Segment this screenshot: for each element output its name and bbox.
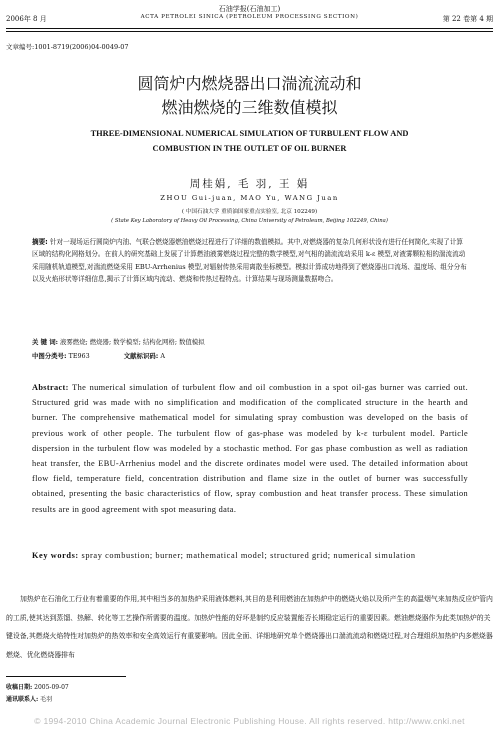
classification — [32, 351, 468, 360]
paper-title-cn — [0, 72, 499, 120]
keywords-cn — [32, 336, 468, 348]
abstract-cn — [32, 236, 468, 285]
journal-title-cn: 石油学报(石油加工) — [218, 5, 281, 13]
abstract-cn-label: 摘要: — [32, 238, 48, 246]
header-rule-thin — [6, 31, 493, 32]
received-label: 收稿日期: — [6, 684, 33, 691]
running-header — [6, 14, 493, 26]
title-en-line-1: THREE-DIMENSIONAL NUMERICAL SIMULATION OF TURBULENT FLOW AND — [90, 129, 409, 138]
received-date: 2005-09-07 — [34, 684, 69, 691]
footnote-received — [6, 682, 69, 691]
title-cn-line-2: 燃油燃烧的三维数值模拟 — [161, 98, 338, 117]
authors-cn: 周桂娟, 毛 羽, 王 娟 — [189, 178, 310, 190]
keywords-en-label: Key words: — [32, 551, 79, 560]
abstract-cn-text: 针对一现场运行圆筒炉内油、气联合燃烧器燃油燃烧过程进行了详细的数值模拟。其中,对燃烧器的复杂几何形状没有进行任何简化,实现了计算区域的结构化网格划分。在前人的研究基础上发展了计算燃油液雾燃烧过程完整的数学模型,对气相的湍流流动采用 k-ε 模型,对液雾颗粒相的湍流流动采用随机轨道模型,对湍流燃烧采用 EBU-Arrhenius 模型,对辐射传热采用离散坐标模型。模拟计算成功地得到了燃烧器出口流场、温度场、组分分布以及火焰形状等详细信息,揭示了计算区域内流动、燃烧和传热过程特点。计算结果与现场测量数据吻合。 — [32, 238, 467, 283]
title-en-line-2: COMBUSTION IN THE OUTLET OF OIL BURNER — [152, 144, 347, 153]
article-number: 文章编号:1001-8719(2006)04-0049-07 — [6, 43, 129, 51]
abstract-en — [32, 380, 468, 517]
title-cn-line-1: 圆筒炉内燃烧器出口湍流流动和 — [137, 74, 362, 93]
abstract-en-text: The numerical simulation of turbulent flow and oil combustion in a spot oil-gas burner was carried out. Structured grid was made with no simplification and modification of the complicated structure in the hearth and burner. The comprehensive mathematical model for simulating spray combustion was developed on the basis of previous work of other people. The turbulent flow of gas-phase was modeled by k-ε turbulent model. Particle dispersion in the turbulent flow was modeled by a stochastic method. For gas phase combustion as well as radiation heat transfer, the EBU-Arrhenius model and the discrete ordinates model were used. The detailed information about flow field, temperature field, concentration distribution and flame size in the outlet of burner was successfully obtained, presenting the basic characteristics of flow, spray combustion and heat transfer process. These simulation results are in good agreement with spot measuring data. — [32, 383, 468, 514]
copyright-watermark: © 1994-2010 China Academic Journal Electronic Publishing House. All rights reserved. http://www.cnki.net — [34, 716, 465, 726]
journal-title-en: ACTA PETROLEI SINICA (PETROLEUM PROCESSING SECTION) — [140, 14, 359, 20]
header-rule — [6, 28, 493, 29]
body-paragraph: 加热炉在石油化工行业有着重要的作用,其中相当多的加热炉采用液体燃料,其目的是利用燃油在加热炉中的燃烧火焰以及所产生的高温烟气来加热反应炉管内的工质,使其达到蒸馏、热解、转化等工艺操作所需要的温度。加热炉性能的好坏是制约反应装置能否长期稳定运行的重要因素。燃油燃烧器作为此类加热炉的关键设备,其燃烧火焰特性对加热炉的热效率和安全高效运行有重要影响。因此全面、详细地研究单个燃烧器出口湍流流动和燃烧过程,对合理组织加热炉内多燃烧器燃烧、优化燃烧器排布 — [6, 595, 493, 659]
footnote-rule — [6, 676, 126, 677]
doc-code-label: 文献标识码: — [123, 352, 159, 360]
authors-en: ZHOU Gui-juan, MAO Yu, WANG Juan — [160, 194, 339, 202]
issue-date: 2006年 8 月 — [6, 15, 47, 23]
keywords-cn-text: 液雾燃烧; 燃烧器; 数学模型; 结构化网格; 数值模拟 — [60, 338, 205, 346]
doc-code-value: A — [160, 352, 165, 360]
paper-title-en — [0, 126, 499, 156]
affiliation-cn: ( 中国石油大学 重质油国家重点实验室, 北京 102249) — [181, 209, 318, 215]
volume-issue: 第 22 卷第 4 期 — [442, 15, 493, 23]
keywords-cn-label: 关 键 词: — [32, 338, 58, 346]
affiliation-en: ( State Key Laboratory of Heavy Oil Processing, China University of Petroleum, Beijing 102249, China) — [111, 218, 388, 224]
clc-value: TE963 — [68, 352, 90, 360]
footnote-contact — [6, 694, 52, 703]
contact-label: 通讯联系人: — [6, 696, 39, 703]
contact-name: 毛羽 — [40, 696, 53, 703]
clc-label: 中图分类号: — [32, 352, 67, 360]
keywords-en-text: spray combustion; burner; mathematical model; structured grid; numerical simulation — [81, 551, 416, 560]
abstract-en-label: Abstract: — [32, 383, 69, 392]
keywords-en — [32, 548, 468, 563]
